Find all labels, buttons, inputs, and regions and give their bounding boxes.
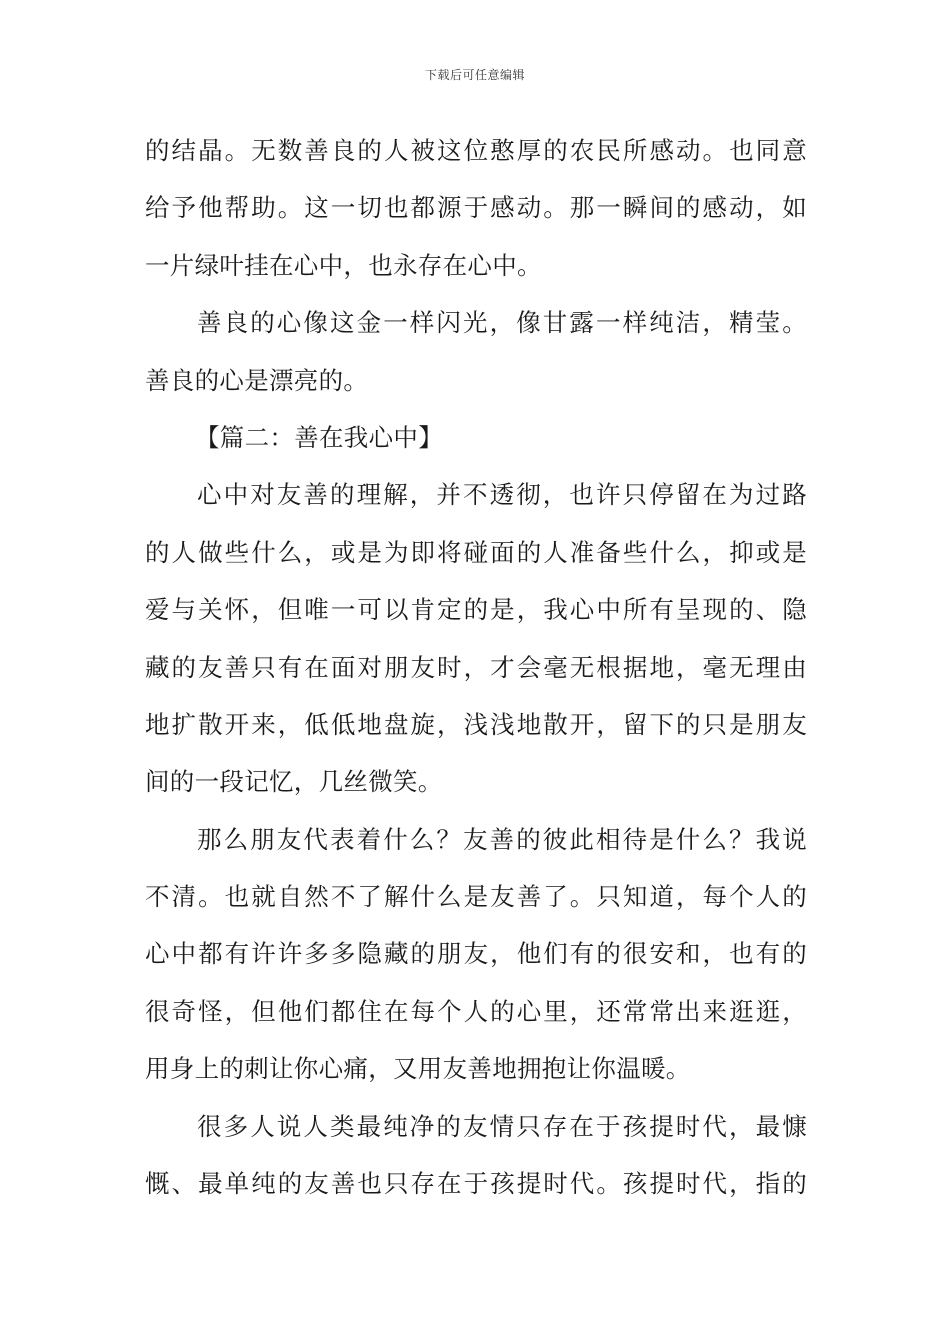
- text-line: 很多人说人类最纯净的友情只存在于孩提时代，最慷: [197, 1111, 807, 1141]
- document-body: [145, 122, 807, 1212]
- text-line: 爱与关怀，但唯一可以肯定的是，我心中所有呈现的、隐: [145, 595, 807, 625]
- text-line: 地扩散开来，低低地盘旋，浅浅地散开，留下的只是朋友: [145, 709, 807, 739]
- text-line: 慨、最单纯的友善也只存在于孩提时代。孩提时代，指的: [145, 1169, 807, 1199]
- text-line: 的结晶。无数善良的人被这位憨厚的农民所感动。也同意: [145, 136, 807, 165]
- text-line: 藏的友善只有在面对朋友时，才会毫无根据地，毫无理由: [145, 652, 807, 682]
- text-line: 心中都有许许多多隐藏的朋友，他们有的很安和，也有的: [145, 939, 807, 969]
- text-line: 给予他帮助。这一切也都源于感动。那一瞬间的感动，如: [145, 193, 807, 223]
- text-line: 心中对友善的理解，并不透彻，也许只停留在为过路: [197, 480, 807, 510]
- section-heading: 【篇二：善在我心中】: [195, 422, 443, 452]
- text-line: 那么朋友代表着什么？友善的彼此相待是什么？我说: [197, 824, 807, 854]
- text-line: 善良的心是漂亮的。: [145, 365, 369, 395]
- text-line: 一片绿叶挂在心中，也永存在心中。: [145, 250, 542, 280]
- text-line: 不清。也就自然不了解什么是友善了。只知道，每个人的: [145, 882, 807, 912]
- text-line: 的人做些什么，或是为即将碰面的人准备些什么，抑或是: [145, 537, 807, 567]
- page-header: 下载后可任意编辑: [424, 68, 525, 82]
- text-line: 善良的心像这金一样闪光，像甘露一样纯洁，精莹。: [197, 308, 807, 338]
- text-line: 很奇怪，但他们都住在每个人的心里，还常常出来逛逛，: [145, 996, 807, 1026]
- text-line: 用身上的刺让你心痛，又用友善地拥抱让你温暖。: [145, 1054, 691, 1084]
- text-line: 间的一段记忆，几丝微笑。: [145, 767, 443, 797]
